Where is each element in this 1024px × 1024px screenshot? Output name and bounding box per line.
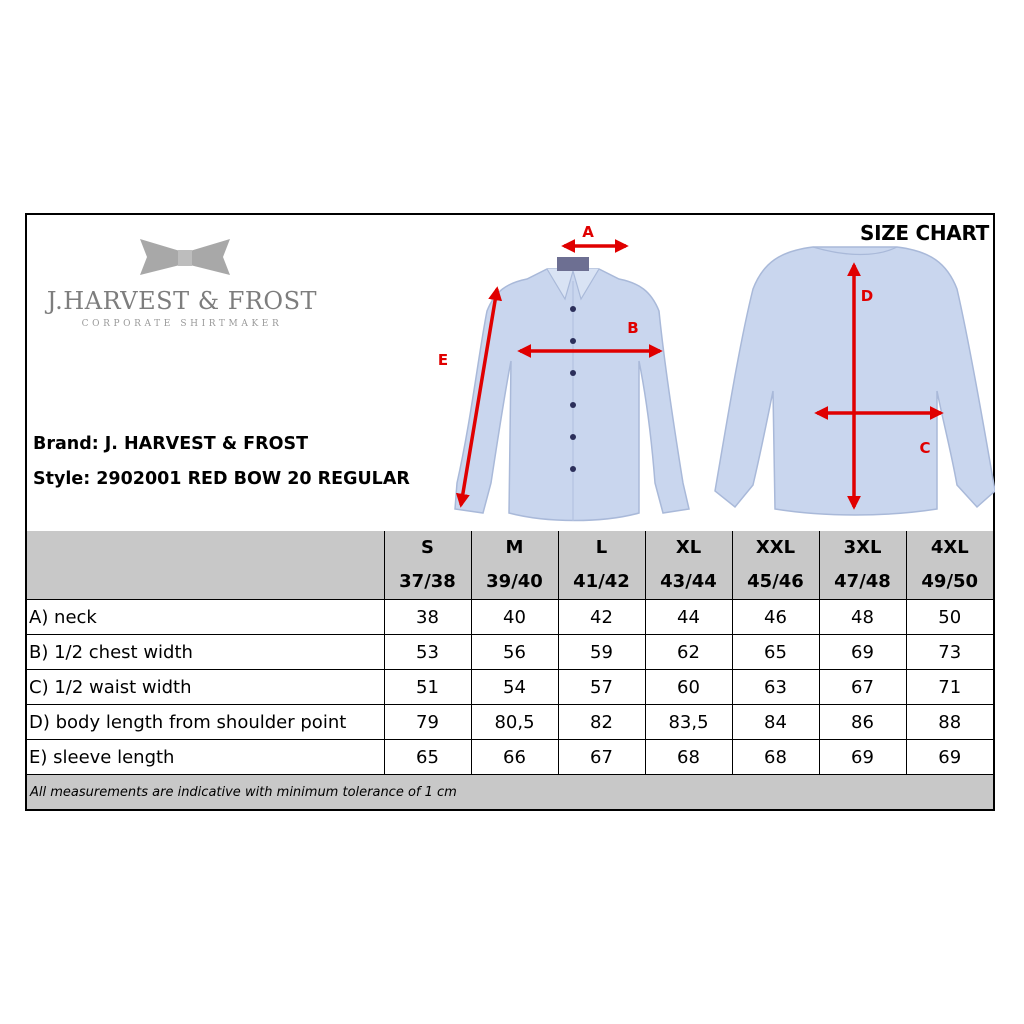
style-line — [33, 469, 410, 489]
table-cell: 46 — [732, 600, 819, 635]
table-cell: 67 — [558, 740, 645, 775]
row-label: A) neck — [27, 600, 384, 635]
table-cell: 60 — [645, 670, 732, 705]
row-label: B) 1/2 chest width — [27, 635, 384, 670]
table-cell: 73 — [906, 635, 993, 670]
label-d: D — [860, 287, 874, 305]
size-xxl: XXL — [732, 531, 819, 564]
collar-xl: 43/44 — [645, 564, 732, 600]
size-table — [27, 531, 993, 809]
style-label: Style: — [33, 469, 91, 489]
table-cell: 71 — [906, 670, 993, 705]
table-cell: 65 — [732, 635, 819, 670]
table-cell: 42 — [558, 600, 645, 635]
size-header-row — [27, 531, 993, 564]
collar-4xl: 49/50 — [906, 564, 993, 600]
table-row — [27, 670, 993, 705]
row-label: D) body length from shoulder point — [27, 705, 384, 740]
table-cell: 63 — [732, 670, 819, 705]
table-cell: 84 — [732, 705, 819, 740]
table-cell: 44 — [645, 600, 732, 635]
label-c: C — [919, 439, 931, 457]
table-cell: 53 — [384, 635, 471, 670]
label-b: B — [627, 319, 639, 337]
table-cell: 83,5 — [645, 705, 732, 740]
shirt-front-image — [455, 257, 689, 521]
brand-label: Brand: — [33, 434, 99, 454]
size-4xl: 4XL — [906, 531, 993, 564]
size-m: M — [471, 531, 558, 564]
table-cell: 69 — [819, 740, 906, 775]
label-e: E — [437, 351, 449, 369]
table-row — [27, 740, 993, 775]
table-cell: 66 — [471, 740, 558, 775]
table-cell: 57 — [558, 670, 645, 705]
table-cell: 69 — [819, 635, 906, 670]
label-a: A — [582, 223, 594, 241]
size-chart — [25, 213, 995, 811]
table-cell: 56 — [471, 635, 558, 670]
table-cell: 80,5 — [471, 705, 558, 740]
table-cell: 48 — [819, 600, 906, 635]
tolerance-note: All measurements are indicative with minimum tolerance of 1 cm — [27, 775, 993, 810]
style-value: 2902001 RED BOW 20 REGULAR — [96, 469, 410, 489]
brand-line — [33, 434, 308, 454]
brand-logo — [37, 225, 327, 335]
header-blank-2 — [27, 564, 384, 600]
table-cell: 79 — [384, 705, 471, 740]
table-cell: 62 — [645, 635, 732, 670]
size-chart-title: SIZE CHART — [859, 221, 989, 245]
collar-xxl: 45/46 — [732, 564, 819, 600]
note-row — [27, 775, 993, 810]
collar-l: 41/42 — [558, 564, 645, 600]
collar-s: 37/38 — [384, 564, 471, 600]
logo-wordmark: J.HARVEST & FROST — [46, 287, 318, 315]
collar-3xl: 47/48 — [819, 564, 906, 600]
table-row — [27, 635, 993, 670]
table-cell: 68 — [732, 740, 819, 775]
bow-tie-icon — [37, 225, 327, 285]
table-cell: 82 — [558, 705, 645, 740]
table-cell: 88 — [906, 705, 993, 740]
table-cell: 40 — [471, 600, 558, 635]
collar-header-row — [27, 564, 993, 600]
size-s: S — [384, 531, 471, 564]
table-cell: 51 — [384, 670, 471, 705]
table-cell: 54 — [471, 670, 558, 705]
row-label: E) sleeve length — [27, 740, 384, 775]
brand-value: J. HARVEST & FROST — [104, 434, 309, 454]
collar-m: 39/40 — [471, 564, 558, 600]
shirt-measurement-diagram — [407, 221, 995, 533]
table-row — [27, 600, 993, 635]
table-row — [27, 705, 993, 740]
table-cell: 65 — [384, 740, 471, 775]
table-cell: 38 — [384, 600, 471, 635]
table-cell: 50 — [906, 600, 993, 635]
row-label: C) 1/2 waist width — [27, 670, 384, 705]
size-l: L — [558, 531, 645, 564]
table-cell: 86 — [819, 705, 906, 740]
table-cell: 69 — [906, 740, 993, 775]
table-cell: 59 — [558, 635, 645, 670]
logo-tagline: CORPORATE SHIRTMAKER — [81, 319, 283, 329]
header-blank — [27, 531, 384, 564]
size-xl: XL — [645, 531, 732, 564]
size-3xl: 3XL — [819, 531, 906, 564]
table-cell: 68 — [645, 740, 732, 775]
table-cell: 67 — [819, 670, 906, 705]
